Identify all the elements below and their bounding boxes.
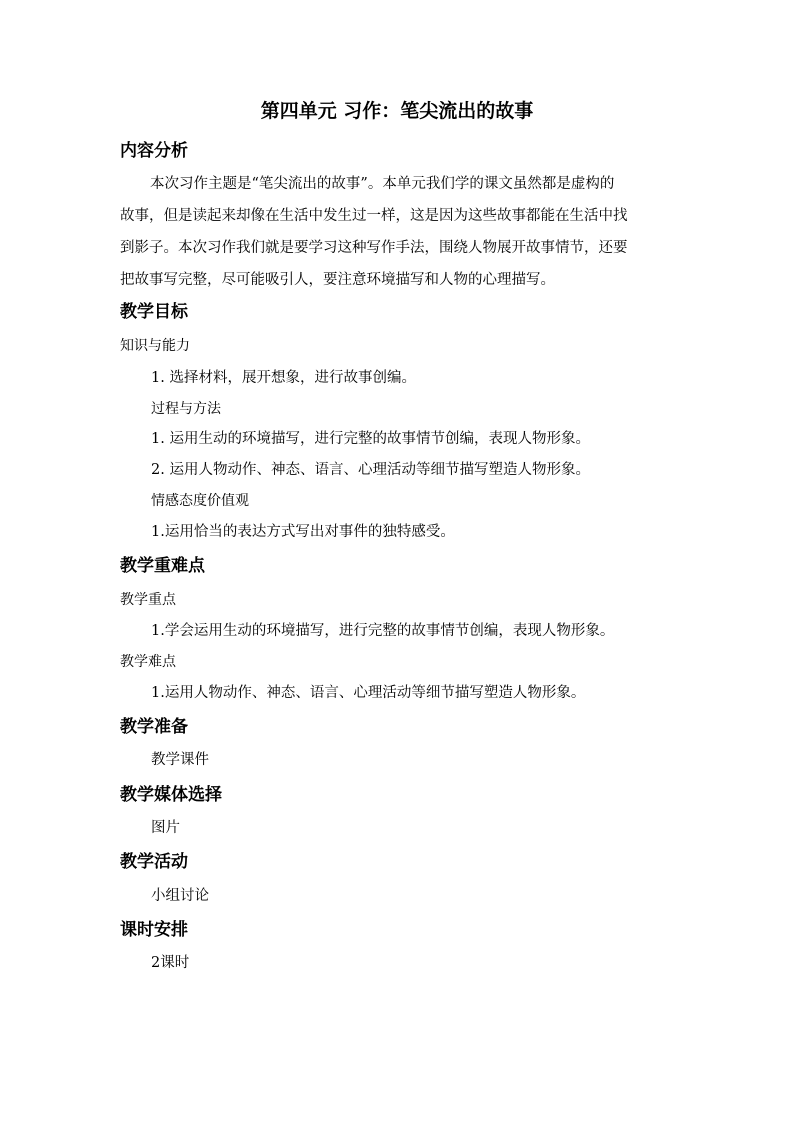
media-text: 图片 — [151, 820, 180, 836]
process-item: 1. 运用生动的环境描写，进行完整的故事情节创编，表现人物形象。 — [151, 431, 590, 447]
label-teaching-focus: 教学重点 — [120, 592, 176, 608]
label-teaching-difficulty: 教学难点 — [120, 654, 176, 670]
process-item: 2. 运用人物动作、神态、语言、心理活动等细节描写塑造人物形象。 — [151, 462, 590, 478]
paragraph-line: 把故事写完整，尽可能吸引人，要注意环境描写和人物的心理描写。 — [120, 272, 555, 288]
heading-schedule: 课时安排 — [120, 920, 188, 940]
difficulty-item: 1.运用人物动作、神态、语言、心理活动等细节描写塑造人物形象。 — [151, 685, 586, 701]
activity-text: 小组讨论 — [151, 888, 209, 904]
document-title: 第四单元 习作：笔尖流出的故事 — [260, 100, 534, 122]
heading-preparation: 教学准备 — [120, 717, 188, 737]
paragraph-line: 到影子。本次习作我们就是要学习这种写作手法，围绕人物展开故事情节，还要 — [120, 240, 628, 256]
preparation-text: 教学课件 — [151, 752, 209, 768]
label-process-method: 过程与方法 — [151, 401, 221, 417]
heading-media: 教学媒体选择 — [120, 785, 222, 805]
paragraph-line: 本次习作主题是“笔尖流出的故事”。本单元我们学的课文虽然都是虚构的 — [150, 176, 615, 192]
content-analysis-paragraph — [120, 172, 676, 300]
focus-item: 1.学会运用生动的环境描写，进行完整的故事情节创编，表现人物形象。 — [151, 623, 615, 639]
schedule-text: 2课时 — [151, 955, 190, 971]
knowledge-item: 1. 选择材料，展开想象，进行故事创编。 — [151, 370, 416, 386]
label-knowledge-ability: 知识与能力 — [120, 338, 190, 354]
heading-activity: 教学活动 — [120, 852, 188, 872]
paragraph-line: 故事，但是读起来却像在生活中发生过一样，这是因为这些故事都能在生活中找 — [120, 208, 628, 224]
heading-content-analysis: 内容分析 — [120, 141, 188, 161]
emotion-item: 1.运用恰当的表达方式写出对事件的独特感受。 — [151, 524, 455, 540]
heading-objectives: 教学目标 — [120, 302, 188, 322]
label-emotion-values: 情感态度价值观 — [151, 493, 249, 509]
heading-key-points: 教学重难点 — [120, 556, 205, 576]
